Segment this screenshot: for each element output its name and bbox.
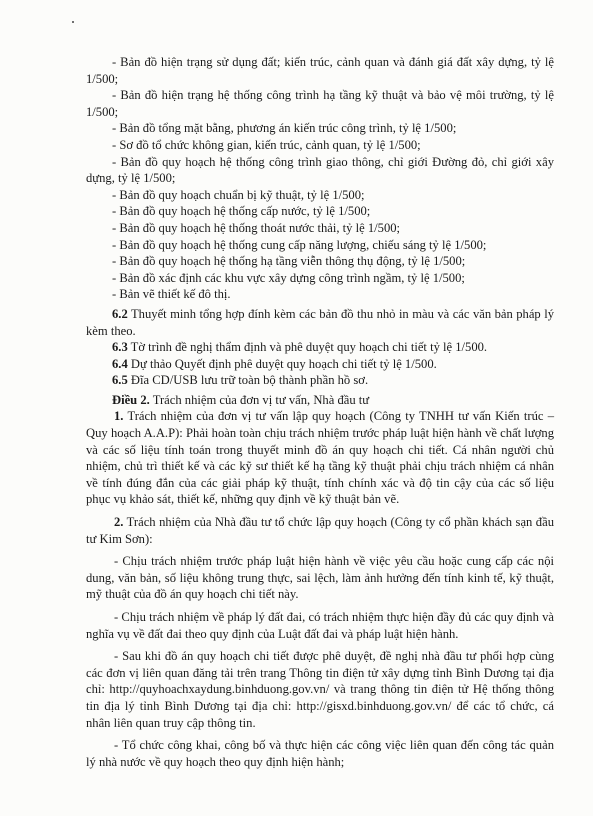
bullet-item: - Bản đồ quy hoạch chuẩn bị kỹ thuật, tỷ lệ 1/500;	[112, 187, 365, 202]
paragraph-number: 2.	[114, 515, 124, 530]
scan-speck	[72, 21, 74, 23]
investor-duty: - Sau khi đồ án quy hoạch chi tiết được phê duyệt, đề nghị nhà đầu tư phối hợp cùng các đơn vị liên quan đăng tải trên trang Thông tin điện tử xây dựng tỉnh Bình Dương tại địa chỉ: http://quyhoachxaydung.binhduong.gov.vn/ và trang thông tin điện tử Hệ thống thông tin địa lý tỉnh Bình Dương tại địa chỉ: http://gisxd.binhduong.gov.vn/ để các tổ chức, cá nhân liên quan truy cập thông tin.	[86, 649, 554, 730]
document-body	[86, 54, 554, 770]
paragraph-investor	[86, 514, 554, 547]
investor-duty: - Chịu trách nhiệm về pháp lý đất đai, có trách nhiệm thực hiện đầy đủ các quy định và nghĩa vụ về đất đai theo quy định của Luật đất đai và pháp luật hiện hành.	[86, 610, 554, 641]
bullet-item: - Bản đồ hiện trạng sử dụng đất; kiến trúc, cảnh quan và đánh giá đất xây dựng, tỷ lệ 1/500;	[86, 55, 554, 86]
article-title: Trách nhiệm của đơn vị tư vấn, Nhà đầu tư	[149, 392, 370, 407]
numbered-item	[86, 356, 554, 373]
bullet-item: - Bản đồ xác định các khu vực xây dựng công trình ngầm, tỷ lệ 1/500;	[112, 270, 465, 285]
item-text: Tờ trình đề nghị thẩm định và phê duyệt quy hoạch chi tiết tỷ lệ 1/500.	[127, 340, 488, 355]
bullet-item: - Bản đồ tổng mặt bằng, phương án kiến trúc công trình, tỷ lệ 1/500;	[112, 121, 457, 136]
paragraph-text: Trách nhiệm của đơn vị tư vấn lập quy hoạch (Công ty TNHH tư vấn Kiến trúc – Quy hoạch A.A.P): Phải hoàn toàn chịu trách nhiệm trước pháp luật hiện hành về chất lượng và các số liệu tính toán trong thuyết minh đồ án quy hoạch chi tiết. Cá nhân người chủ nhiệm, chủ trì thiết kế và các kỹ sư thiết kế hạ tầng kỹ thuật phải chịu trách nhiệm cá nhân về tính đúng đắn của các giải pháp kỹ thuật, tính chính xác và độ tin cậy của các số liệu phục vụ khảo sát, thiết kế, những quy định về kỹ thuật bản vẽ.	[86, 409, 554, 507]
numbered-item	[86, 306, 554, 339]
item-text: Đĩa CD/USB lưu trữ toàn bộ thành phần hồ sơ.	[127, 373, 369, 388]
bullet-item: - Bản đồ quy hoạch hệ thống cấp nước, tỷ lệ 1/500;	[112, 204, 371, 219]
bullet-item: - Bản đồ hiện trạng hệ thống công trình hạ tầng kỹ thuật và bảo vệ môi trường, tỷ lệ 1/500;	[86, 88, 554, 119]
bullet-item: - Bản vẽ thiết kế đô thị.	[112, 287, 231, 302]
item-number: 6.4	[112, 356, 128, 371]
investor-duty: - Tổ chức công khai, công bố và thực hiện các công việc liên quan đến công tác quản lý nhà nước về quy hoạch theo quy định hiện hành;	[86, 738, 554, 769]
numbered-item	[86, 372, 554, 389]
numbered-item	[86, 339, 554, 356]
bullet-item: - Bản đồ quy hoạch hệ thống hạ tầng viễn thông thụ động, tỷ lệ 1/500;	[112, 254, 466, 269]
item-number: 6.5	[112, 373, 128, 388]
paragraph-consultant	[86, 408, 554, 508]
bullet-item: - Bản đồ quy hoạch hệ thống thoát nước thải, tỷ lệ 1/500;	[112, 220, 401, 235]
item-number: 6.3	[112, 340, 128, 355]
item-text: Thuyết minh tổng hợp đính kèm các bản đồ thu nhỏ in màu và các văn bản pháp lý kèm theo.	[86, 306, 554, 338]
article-heading	[86, 392, 554, 409]
bullet-item: - Bản đồ quy hoạch hệ thống công trình giao thông, chỉ giới Đường đỏ, chỉ giới xây dựng, tỷ lệ 1/500;	[86, 154, 554, 186]
investor-duty: - Chịu trách nhiệm trước pháp luật hiện hành về việc yêu cầu hoặc cung cấp các nội dung, văn bản, số liệu không trung thực, sai lệch, làm ảnh hưởng đến tính kinh tế, kỹ thuật, mỹ thuật của đồ án quy hoạch chi tiết này.	[86, 554, 554, 602]
paragraph-number: 1.	[114, 409, 124, 424]
paragraph-text: Trách nhiệm của Nhà đầu tư tổ chức lập quy hoạch (Công ty cổ phần khách sạn đầu tư Kim Sơn):	[86, 515, 554, 546]
article-number: Điều 2.	[112, 392, 150, 407]
bullet-item: - Bản đồ quy hoạch hệ thống cung cấp năng lượng, chiếu sáng tỷ lệ 1/500;	[112, 237, 487, 252]
item-text: Dự thảo Quyết định phê duyệt quy hoạch chi tiết tỷ lệ 1/500.	[127, 356, 437, 371]
item-number: 6.2	[112, 306, 128, 321]
bullet-item: - Sơ đồ tổ chức không gian, kiến trúc, cảnh quan, tỷ lệ 1/500;	[112, 137, 421, 152]
